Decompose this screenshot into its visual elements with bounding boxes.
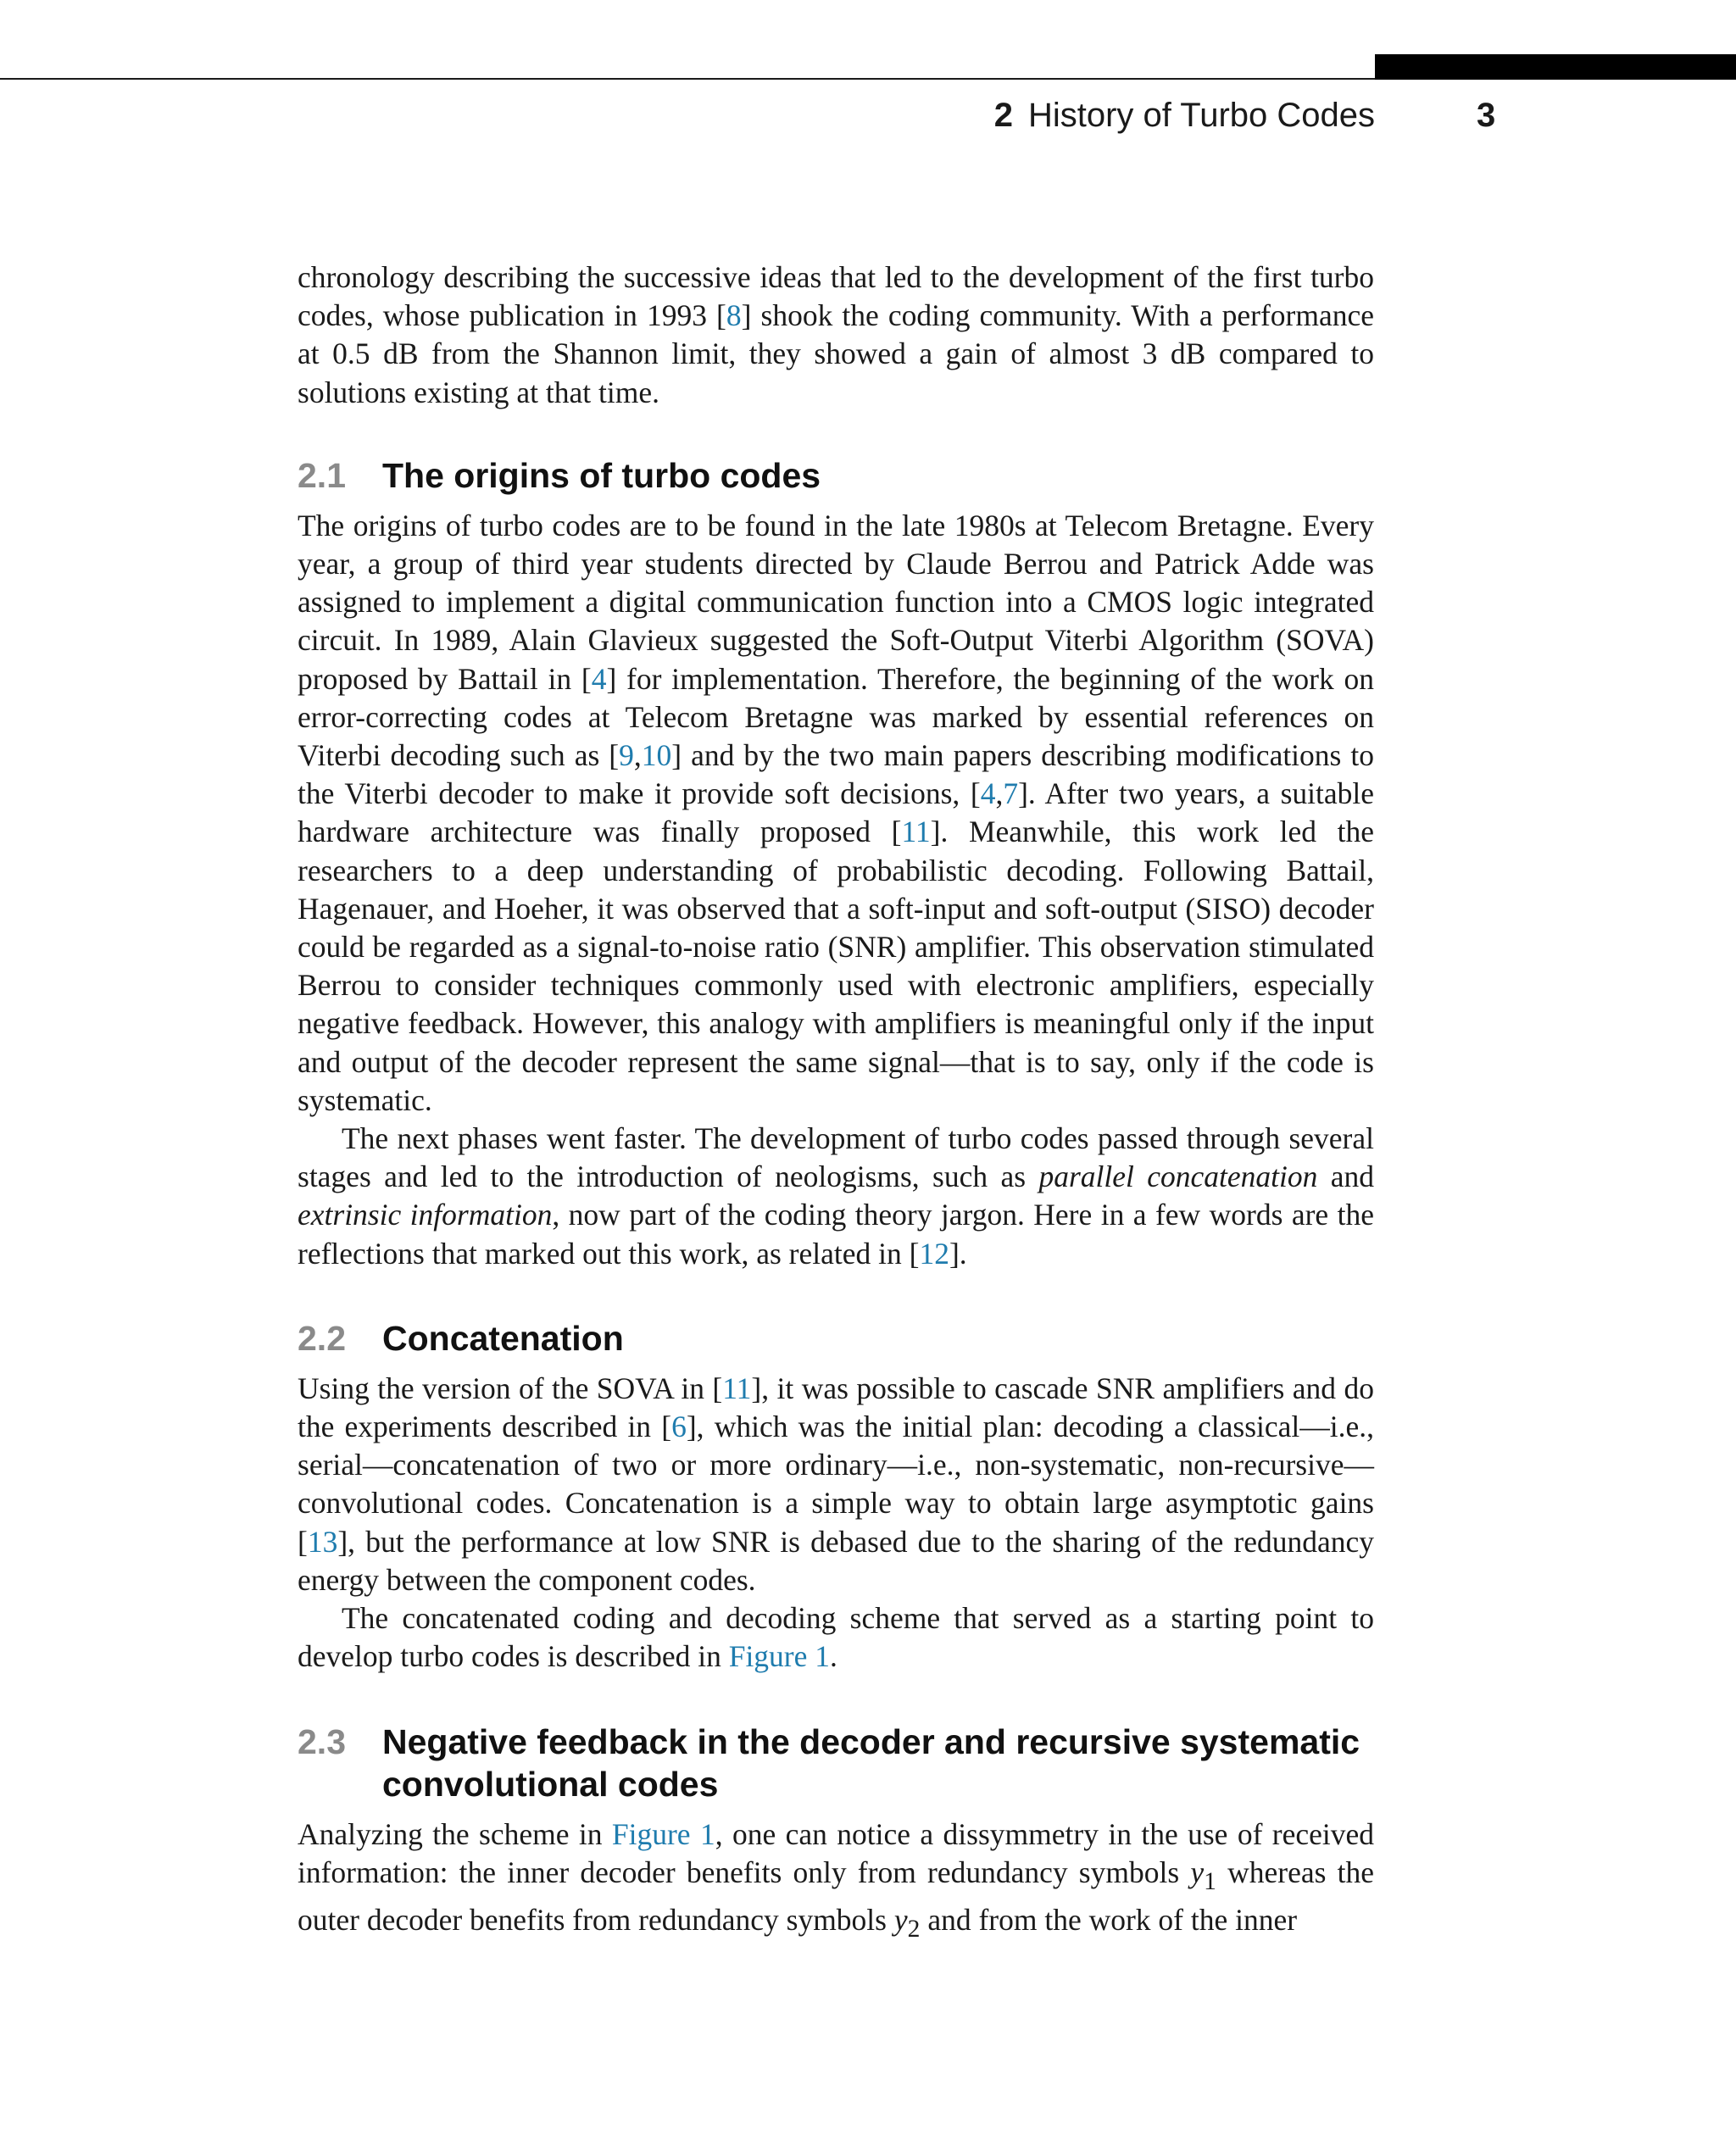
- running-head: [0, 95, 1375, 136]
- section-number: 2.2: [298, 1318, 346, 1358]
- section-2-1-paragraph-2: The next phases went faster. The development of turbo codes passed through several stages and led to the introduction of neologisms, such as parallel concatenation and extrinsic information, now part of the coding theory jargon. Here in a few words are the reflections that marked out this work, as related in [12].: [298, 1121, 1374, 1271]
- header-rule-line: [0, 78, 1375, 80]
- section-title: The origins of turbo codes: [382, 455, 821, 495]
- section-heading-2-2: [298, 1317, 1374, 1360]
- section-title: Negative feedback in the decoder and recursive systematic convolutional codes: [382, 1721, 1360, 1804]
- math-variable: y: [893, 1903, 908, 1937]
- page-body: [298, 259, 1374, 1949]
- section-number: 2.1: [298, 455, 346, 495]
- citation-link[interactable]: 6: [671, 1410, 687, 1444]
- running-head-chapter-number: 2: [993, 97, 1013, 134]
- header-rule-bar: [1375, 54, 1736, 80]
- math-subscript: 1: [1204, 1867, 1216, 1895]
- section-number: 2.3: [298, 1721, 346, 1761]
- citation-link[interactable]: 8: [726, 298, 742, 333]
- math-variable: y: [1190, 1855, 1205, 1889]
- citation-link[interactable]: 4: [591, 661, 607, 696]
- citation-link[interactable]: 11: [901, 815, 931, 849]
- section-2-1-paragraph-1: The origins of turbo codes are to be found in the late 1980s at Telecom Bretagne. Every year, a group of third year students directed by Claude Berrou and Patrick Adde was assigned to implement a digital communication function into a CMOS logic integrated circuit. In 1989, Alain Glavieux suggested the Soft-Output Viterbi Algorithm (SOVA) proposed by Battail in [4] for implementation. Therefore, the beginning of the work on error-correcting codes at Telecom Bretagne was marked by essential references on Viterbi decoding such as [9,10] and by the two main papers describing modifications to the Viterbi decoder to make it provide soft decisions, [4,7]. After two years, a suitable hardware architecture was finally proposed [11]. Meanwhile, this work led the researchers to a deep understanding of probabilistic decoding. Following Battail, Hagenauer, and Hoeher, it was observed that a soft-input and soft-output (SISO) decoder could be regarded as a signal-to-noise ratio (SNR) amplifier. This observation stimulated Berrou to consider techniques commonly used with electronic amplifiers, especially negative feedback. However, this analogy with amplifiers is meaningful only if the input and output of the decoder represent the same signal—that is to say, only if the code is systematic.: [298, 508, 1375, 1117]
- section-2-2-paragraph-1: Using the version of the SOVA in [11], it was possible to cascade SNR amplifiers and do the experiments described in [6], which was the initial plan: decoding a classical—i.e., serial—concatenation of two or more ordinary—i.e., non-systematic, non-recursive—convolutional codes. Concatenation is a simple way to obtain large asymptotic gains [13], but the performance at low SNR is debased due to the sharing of the redundancy energy between the component codes.: [298, 1371, 1374, 1597]
- citation-link[interactable]: 11: [722, 1371, 752, 1405]
- running-head-chapter-title: History of Turbo Codes: [1027, 97, 1375, 134]
- math-subscript: 2: [907, 1916, 921, 1944]
- figure-reference-link[interactable]: Figure 1: [611, 1816, 715, 1851]
- section-heading-2-1: [298, 454, 1374, 497]
- page-number: 3: [1477, 97, 1496, 134]
- intro-paragraph: chronology describing the successive ideas that led to the development of the first turbo codes, whose publication in 1993 [8] shook the coding community. With a performance at 0.5 dB from the Shannon limit, they showed a gain of almost 3 dB compared to solutions existing at that time.: [298, 260, 1374, 409]
- figure-reference-link[interactable]: Figure 1: [728, 1639, 831, 1674]
- citation-link[interactable]: 10: [641, 738, 672, 773]
- citation-link[interactable]: 9: [619, 738, 634, 773]
- section-2-3-paragraph-1: Analyzing the scheme in Figure 1, one can notice a dissymmetry in the use of received information: the inner decoder benefits only from redundancy symbols $y_1$ whereas the outer decoder benefits from redundancy symbols $y_2$ and from the work of the inner: [298, 1816, 1375, 1944]
- citation-link[interactable]: 12: [919, 1236, 949, 1271]
- citation-link[interactable]: 13: [307, 1524, 338, 1559]
- citation-link[interactable]: 7: [1003, 776, 1019, 811]
- section-2-2-paragraph-2: The concatenated coding and decoding scheme that served as a starting point to develop turbo codes is described in Figure 1.: [298, 1601, 1374, 1674]
- section-heading-2-3: [298, 1721, 1374, 1805]
- citation-link[interactable]: 4: [980, 776, 996, 811]
- section-title: Concatenation: [382, 1318, 624, 1358]
